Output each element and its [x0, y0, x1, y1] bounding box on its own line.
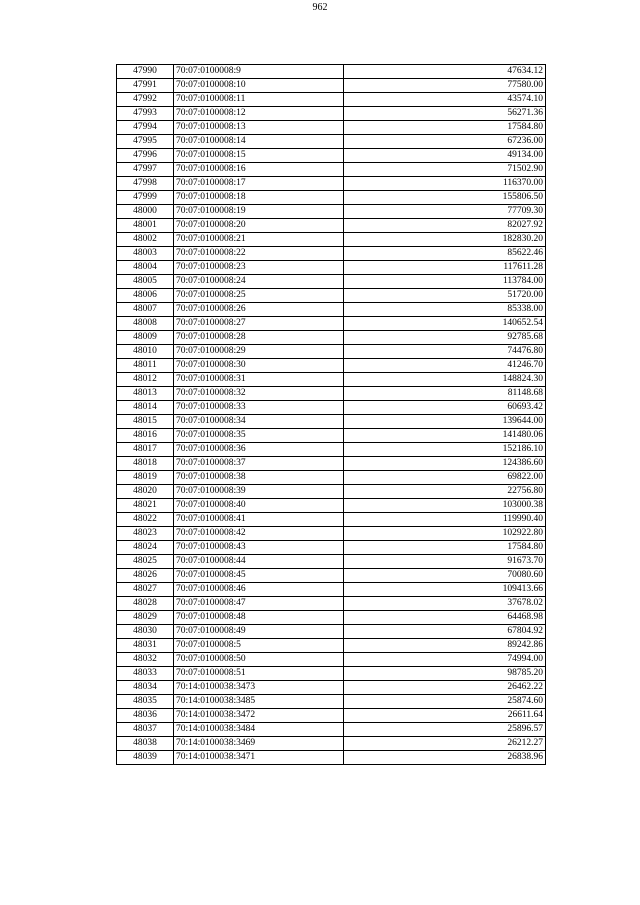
row-number-cell: 48009: [117, 331, 174, 345]
table-row: [117, 163, 546, 177]
table-row: [117, 289, 546, 303]
cadastral-number-cell: 70:07:0100008:43: [174, 541, 344, 555]
table-row: [117, 373, 546, 387]
cadastral-number-cell: 70:07:0100008:22: [174, 247, 344, 261]
table-row: [117, 751, 546, 765]
value-cell: 74994.00: [344, 653, 546, 667]
table-row: [117, 303, 546, 317]
cadastral-number-cell: 70:14:0100038:3472: [174, 709, 344, 723]
cadastral-number-cell: 70:07:0100008:51: [174, 667, 344, 681]
table-row: [117, 191, 546, 205]
value-cell: 69822.00: [344, 471, 546, 485]
cadastral-number-cell: 70:14:0100038:3469: [174, 737, 344, 751]
table-row: [117, 723, 546, 737]
row-number-cell: 48019: [117, 471, 174, 485]
value-cell: 64468.98: [344, 611, 546, 625]
row-number-cell: 47998: [117, 177, 174, 191]
row-number-cell: 48027: [117, 583, 174, 597]
value-cell: 113784.00: [344, 275, 546, 289]
row-number-cell: 48000: [117, 205, 174, 219]
value-cell: 81148.68: [344, 387, 546, 401]
value-cell: 139644.00: [344, 415, 546, 429]
cadastral-number-cell: 70:07:0100008:24: [174, 275, 344, 289]
row-number-cell: 48038: [117, 737, 174, 751]
table-row: [117, 709, 546, 723]
table-row: [117, 331, 546, 345]
table-row: [117, 247, 546, 261]
cadastral-number-cell: 70:07:0100008:25: [174, 289, 344, 303]
value-cell: 41246.70: [344, 359, 546, 373]
table-row: [117, 653, 546, 667]
value-cell: 92785.68: [344, 331, 546, 345]
value-cell: 82027.92: [344, 219, 546, 233]
cadastral-number-cell: 70:07:0100008:32: [174, 387, 344, 401]
row-number-cell: 48034: [117, 681, 174, 695]
row-number-cell: 48026: [117, 569, 174, 583]
table-row: [117, 317, 546, 331]
value-cell: 152186.10: [344, 443, 546, 457]
value-cell: 47634.12: [344, 65, 546, 79]
cadastral-number-cell: 70:07:0100008:9: [174, 65, 344, 79]
cadastral-number-cell: 70:07:0100008:26: [174, 303, 344, 317]
cadastral-number-cell: 70:07:0100008:49: [174, 625, 344, 639]
cadastral-number-cell: 70:14:0100038:3485: [174, 695, 344, 709]
table-row: [117, 457, 546, 471]
value-cell: 77580.00: [344, 79, 546, 93]
value-cell: 49134.00: [344, 149, 546, 163]
cadastral-number-cell: 70:07:0100008:15: [174, 149, 344, 163]
table-row: [117, 275, 546, 289]
value-cell: 116370.00: [344, 177, 546, 191]
table-row: [117, 583, 546, 597]
value-cell: 26838.96: [344, 751, 546, 765]
value-cell: 155806.50: [344, 191, 546, 205]
cadastral-number-cell: 70:07:0100008:20: [174, 219, 344, 233]
value-cell: 22756.80: [344, 485, 546, 499]
cadastral-number-cell: 70:07:0100008:50: [174, 653, 344, 667]
cadastral-number-cell: 70:07:0100008:46: [174, 583, 344, 597]
row-number-cell: 48007: [117, 303, 174, 317]
row-number-cell: 47996: [117, 149, 174, 163]
table-row: [117, 135, 546, 149]
row-number-cell: 48010: [117, 345, 174, 359]
value-cell: 25874.60: [344, 695, 546, 709]
cadastral-number-cell: 70:07:0100008:44: [174, 555, 344, 569]
cadastral-number-cell: 70:07:0100008:21: [174, 233, 344, 247]
cadastral-number-cell: 70:14:0100038:3484: [174, 723, 344, 737]
cadastral-number-cell: 70:14:0100038:3471: [174, 751, 344, 765]
value-cell: 71502.90: [344, 163, 546, 177]
table-row: [117, 387, 546, 401]
table-row: [117, 415, 546, 429]
value-cell: 85622.46: [344, 247, 546, 261]
row-number-cell: 48012: [117, 373, 174, 387]
cadastral-number-cell: 70:07:0100008:39: [174, 485, 344, 499]
table-row: [117, 597, 546, 611]
cadastral-number-cell: 70:07:0100008:30: [174, 359, 344, 373]
table-row: [117, 513, 546, 527]
table-row: [117, 79, 546, 93]
table-row: [117, 667, 546, 681]
table-row: [117, 121, 546, 135]
row-number-cell: 48021: [117, 499, 174, 513]
row-number-cell: 47999: [117, 191, 174, 205]
value-cell: 26212.27: [344, 737, 546, 751]
table-row: [117, 737, 546, 751]
value-cell: 102922.80: [344, 527, 546, 541]
page-number: 962: [312, 2, 328, 13]
row-number-cell: 48028: [117, 597, 174, 611]
table-row: [117, 149, 546, 163]
row-number-cell: 47993: [117, 107, 174, 121]
value-cell: 103000.38: [344, 499, 546, 513]
cadastral-number-cell: 70:07:0100008:36: [174, 443, 344, 457]
row-number-cell: 48004: [117, 261, 174, 275]
table-row: [117, 205, 546, 219]
value-cell: 67804.92: [344, 625, 546, 639]
table-row: [117, 555, 546, 569]
table-row: [117, 177, 546, 191]
cadastral-number-cell: 70:07:0100008:14: [174, 135, 344, 149]
cadastral-number-cell: 70:07:0100008:48: [174, 611, 344, 625]
row-number-cell: 48013: [117, 387, 174, 401]
value-cell: 60693.42: [344, 401, 546, 415]
table-row: [117, 611, 546, 625]
cadastral-number-cell: 70:07:0100008:42: [174, 527, 344, 541]
row-number-cell: 48030: [117, 625, 174, 639]
value-cell: 51720.00: [344, 289, 546, 303]
value-cell: 26462.22: [344, 681, 546, 695]
row-number-cell: 48025: [117, 555, 174, 569]
value-cell: 74476.80: [344, 345, 546, 359]
row-number-cell: 48001: [117, 219, 174, 233]
table-row: [117, 499, 546, 513]
row-number-cell: 48020: [117, 485, 174, 499]
table-row: [117, 65, 546, 79]
row-number-cell: 48039: [117, 751, 174, 765]
table-row: [117, 107, 546, 121]
value-cell: 141480.06: [344, 429, 546, 443]
row-number-cell: 48005: [117, 275, 174, 289]
row-number-cell: 48037: [117, 723, 174, 737]
value-cell: 109413.66: [344, 583, 546, 597]
value-cell: 67236.00: [344, 135, 546, 149]
table-row: [117, 401, 546, 415]
value-cell: 85338.00: [344, 303, 546, 317]
cadastral-number-cell: 70:14:0100038:3473: [174, 681, 344, 695]
table-row: [117, 443, 546, 457]
value-cell: 91673.70: [344, 555, 546, 569]
value-cell: 43574.10: [344, 93, 546, 107]
row-number-cell: 48033: [117, 667, 174, 681]
table-row: [117, 541, 546, 555]
table-body: [117, 65, 546, 765]
cadastral-number-cell: 70:07:0100008:12: [174, 107, 344, 121]
value-cell: 25896.57: [344, 723, 546, 737]
cadastral-number-cell: 70:07:0100008:13: [174, 121, 344, 135]
value-cell: 89242.86: [344, 639, 546, 653]
table-row: [117, 429, 546, 443]
cadastral-number-cell: 70:07:0100008:33: [174, 401, 344, 415]
value-cell: 37678.02: [344, 597, 546, 611]
table-row: [117, 681, 546, 695]
cadastral-number-cell: 70:07:0100008:34: [174, 415, 344, 429]
row-number-cell: 48011: [117, 359, 174, 373]
cadastral-number-cell: 70:07:0100008:16: [174, 163, 344, 177]
row-number-cell: 48018: [117, 457, 174, 471]
cadastral-number-cell: 70:07:0100008:27: [174, 317, 344, 331]
row-number-cell: 48002: [117, 233, 174, 247]
value-cell: 98785.20: [344, 667, 546, 681]
value-cell: 124386.60: [344, 457, 546, 471]
cadastral-number-cell: 70:07:0100008:47: [174, 597, 344, 611]
value-cell: 148824.30: [344, 373, 546, 387]
cadastral-number-cell: 70:07:0100008:17: [174, 177, 344, 191]
row-number-cell: 47991: [117, 79, 174, 93]
cadastral-number-cell: 70:07:0100008:41: [174, 513, 344, 527]
table-row: [117, 485, 546, 499]
row-number-cell: 48003: [117, 247, 174, 261]
table-row: [117, 233, 546, 247]
row-number-cell: 48029: [117, 611, 174, 625]
table-row: [117, 359, 546, 373]
value-cell: 117611.28: [344, 261, 546, 275]
cadastral-number-cell: 70:07:0100008:37: [174, 457, 344, 471]
value-cell: 26611.64: [344, 709, 546, 723]
cadastral-number-cell: 70:07:0100008:45: [174, 569, 344, 583]
cadastral-number-cell: 70:07:0100008:19: [174, 205, 344, 219]
row-number-cell: 47992: [117, 93, 174, 107]
table-row: [117, 527, 546, 541]
cadastral-number-cell: 70:07:0100008:40: [174, 499, 344, 513]
row-number-cell: 48014: [117, 401, 174, 415]
value-cell: 119990.40: [344, 513, 546, 527]
table-row: [117, 569, 546, 583]
value-cell: 17584.80: [344, 121, 546, 135]
cadastral-number-cell: 70:07:0100008:10: [174, 79, 344, 93]
row-number-cell: 47994: [117, 121, 174, 135]
row-number-cell: 48022: [117, 513, 174, 527]
cadastral-number-cell: 70:07:0100008:11: [174, 93, 344, 107]
row-number-cell: 47995: [117, 135, 174, 149]
row-number-cell: 48017: [117, 443, 174, 457]
row-number-cell: 48008: [117, 317, 174, 331]
cadastral-number-cell: 70:07:0100008:28: [174, 331, 344, 345]
cadastral-number-cell: 70:07:0100008:29: [174, 345, 344, 359]
table-row: [117, 639, 546, 653]
cadastral-number-cell: 70:07:0100008:31: [174, 373, 344, 387]
row-number-cell: 48016: [117, 429, 174, 443]
row-number-cell: 48024: [117, 541, 174, 555]
table-row: [117, 625, 546, 639]
row-number-cell: 48031: [117, 639, 174, 653]
row-number-cell: 48015: [117, 415, 174, 429]
value-cell: 56271.36: [344, 107, 546, 121]
row-number-cell: 47997: [117, 163, 174, 177]
value-cell: 17584.80: [344, 541, 546, 555]
row-number-cell: 47990: [117, 65, 174, 79]
value-cell: 182830.20: [344, 233, 546, 247]
cadastral-number-cell: 70:07:0100008:35: [174, 429, 344, 443]
table-row: [117, 261, 546, 275]
table-row: [117, 695, 546, 709]
table-row: [117, 219, 546, 233]
row-number-cell: 48036: [117, 709, 174, 723]
table-row: [117, 93, 546, 107]
cadastral-number-cell: 70:07:0100008:38: [174, 471, 344, 485]
table-row: [117, 471, 546, 485]
value-cell: 77709.30: [344, 205, 546, 219]
row-number-cell: 48023: [117, 527, 174, 541]
value-cell: 140652.54: [344, 317, 546, 331]
data-table: [116, 64, 546, 765]
table-row: [117, 345, 546, 359]
cadastral-number-cell: 70:07:0100008:18: [174, 191, 344, 205]
row-number-cell: 48006: [117, 289, 174, 303]
row-number-cell: 48032: [117, 653, 174, 667]
cadastral-number-cell: 70:07:0100008:23: [174, 261, 344, 275]
row-number-cell: 48035: [117, 695, 174, 709]
value-cell: 70080.60: [344, 569, 546, 583]
cadastral-number-cell: 70:07:0100008:5: [174, 639, 344, 653]
